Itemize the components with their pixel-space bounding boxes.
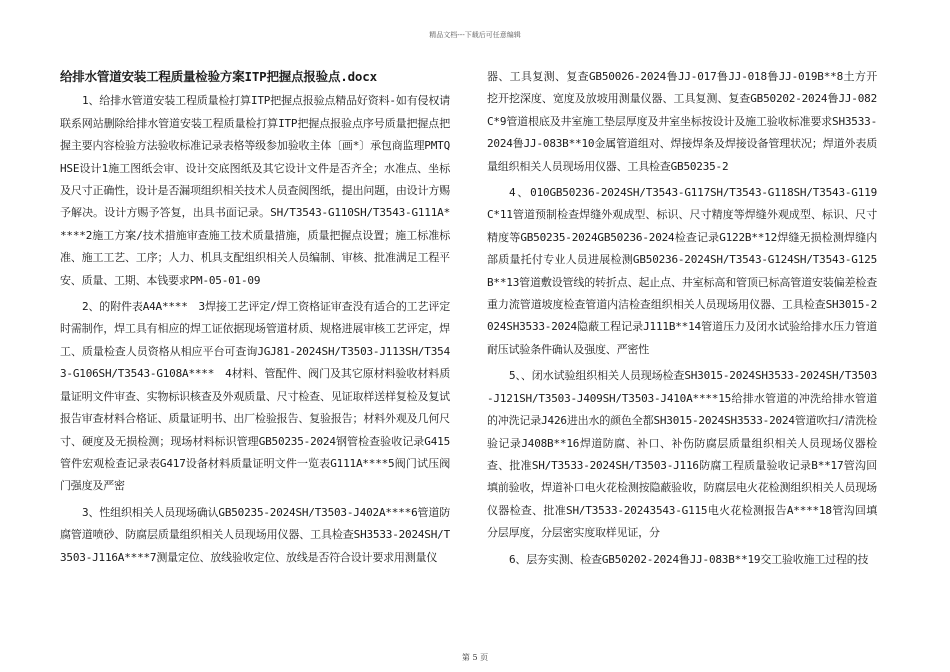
left-column: [60, 66, 450, 573]
paragraph-3-continued: 器、工具复测、复查GB50026-2024鲁JJ-017鲁JJ-018鲁JJ-019B**8土方开挖开挖深度、宽度及放坡用测量仪器、工具复测、复查GB50202-2024鲁JJ-082C*9管道根底及井室施工垫层厚度及井室坐标按设计及施工验收标准要求SH3533-2024鲁JJ-083B**10金属管道组对、焊接焊条及焊接设备管理状况；焊道外表质量组织相关人员现场用仪器、工具检查GB50235-2: [487, 70, 877, 173]
paragraph-5: 5、、闭水试验组织相关人员现场检查SH3015-2024SH3533-2024SH/T3503-J121SH/T3503-J409SH/T3503-J410A****15给排水管道的冲洗给排水管道的冲洗记录J426进出水的颜色全都SH3015-2024SH3533-2024管道吹扫/清洗检验记录J408B**16焊道防腐、补口、补伤防腐层质量组织相关人员现场仪器检查、批准SH/T3533-2024SH/T3503-J116防腐工程质量验收记录B**17管沟回填前验收，焊道补口电火花检测按隐蔽验收，防腐层电火花检测组织相关人员现场仪器检查、批准SH/T3533-20243543-G115电火花检测报告A****18管沟回填分层厚度，分层密实度取样见证，分: [487, 369, 877, 540]
paragraph-4: 4、010GB50236-2024SH/T3543-G117SH/T3543-G118SH/T3543-G119C*11管道预制检查焊缝外观成型、标识、尺寸精度等焊缝外观成型、标识、尺寸精度等GB50235-2024GB50236-2024检查记录G122B**12焊缝无损检测焊缝内部质量托付专业人员进展检测GB50236-2024SH/T3543-G124SH/T3543-G125B**13管道敷设管线的转折点、起止点、井室标高和管顶已标高管道安装偏差检查重力流管道坡度检查管道内洁检查组织相关人员现场用仪器、工具检查SH3015-2024SH3533-2024隐蔽工程记录J111B**14管道压力及闭水试验给排水压力管道耐压试验条件确认及强度、严密性: [487, 186, 877, 356]
page-header: 精品文档---下载后可任意编辑: [429, 31, 521, 39]
paragraph-3: 3、性组织相关人员现场确认GB50235-2024SH/T3503-J402A****6管道防腐管道喷砂、防腐层质量组织相关人员现场用仪器、工具检查SH3533-2024SH/T3503-J116A****7测量定位、放线验收定位、放线是否符合设计要求用测量仪: [60, 505, 450, 564]
paragraph-6: 6、层夯实测、检查GB50202-2024鲁JJ-083B**19交工验收施工过程的技: [509, 552, 869, 566]
paragraph-1: 1、给排水管道安装工程质量检打算ITP把握点报验点精品好资料-如有侵权请联系网站删除给排水管道安装工程质量检打算ITP把握点报验点序号质量把握点把握主要内容检验方法验收标准记录表格等级参加验收主体〔画*〕承包商监理PMTQHSE设计1施工图纸会审、设计交底图纸及其它设计文件是否齐全；水准点、坐标及尺寸正确性，设计是否漏项组织相关技术人员查阅图纸，提出问题，由设计方赐予解决。设计方赐予答复，出具书面记录。SH/T3543-G110SH/T3543-G111A*****2施工方案/技术措施审查施工技术质量措施，质量把握点设置；施工标准标准、施工工艺、工序；人力、机具支配组织相关人员编制、审核、批准满足工程平安、质量、工期、本钱要求PM-05-01-09: [60, 94, 450, 287]
right-column: [487, 66, 877, 575]
paragraph-2: 2、的附件表A4A**** 3焊接工艺评定/焊工资格证审查没有适合的工艺评定时需制作，焊工具有相应的焊工证依据现场管道材质、规格进展审核工艺评定，焊工、质量检查人员资格从相应平台可查询JGJ81-2024SH/T3503-J113SH/T3543-G106SH/T3543-G108A**** 4材料、管配件、阀门及其它原材料验收材料质量证明文件审查、实物标识核查及外观质量、尺寸检查、见证取样送样复检及复试报告审查材料合格证、质量证明书、出厂检验报告、复验报告；材料外观及几何尺寸、硬度及无损检测；现场材料标识管理GB50235-2024钢管检查验收记录G415管件宏观检查记录表G417设备材料质量证明文件一览表G111A****5阀门试压阀门强度及严密: [60, 300, 450, 493]
page-number: 第 5 页: [461, 653, 489, 662]
document-title: 给排水管道安装工程质量检验方案ITP把握点报验点.docx: [60, 69, 377, 84]
